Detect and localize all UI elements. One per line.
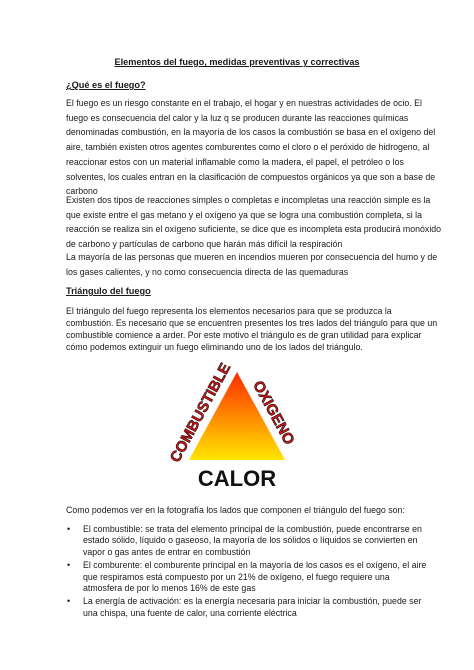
triangle-label-combustible: COMBUSTIBLE xyxy=(167,360,235,466)
paragraph-line: denominadas combustión, en la mayoría de los casos la combustión se basa en el oxígeno del xyxy=(66,127,436,138)
paragraph-line: reaccionar estos con un material inflamable como la madera, el papel, el petróleo o los xyxy=(66,156,404,167)
list-item-line: estado sólido, líquido o gaseoso, la mayoría de los sólidos o líquidos se convierten en xyxy=(83,535,418,546)
paragraph-humo xyxy=(66,250,438,279)
list-item-line: vapor o gas antes de entrar en combustión xyxy=(83,546,251,557)
paragraph-line: Existen dos tipos de reacciones simples o completas e incompletas una reacción simple es la xyxy=(66,195,431,205)
document-title: Elementos del fuego, medidas preventivas y correctivas xyxy=(114,57,360,67)
paragraph-line: fuego es consecuencia del calor y la luz q se producen durante las reacciones químicas xyxy=(66,112,409,123)
list-item xyxy=(66,524,422,558)
paragraph-lados: Como podemos ver en la fotografía los lados que componen el triángulo del fuego son: xyxy=(66,505,405,515)
paragraph-line: combustión. Es necesario que se encuentren presentes los tres lados del triángulo para que un xyxy=(66,318,438,328)
paragraph-line: reacción se realiza sin el oxígeno suficiente, se dice que es incompleta esta producirá monóxido xyxy=(66,224,442,235)
paragraph-line: El triángulo del fuego representa los elementos necesarios para que se produzca la xyxy=(66,306,392,316)
bullet-marker: • xyxy=(67,596,71,607)
fire-triangle-figure xyxy=(167,358,307,496)
section-heading-triangulo: Triángulo del fuego xyxy=(66,286,151,296)
bullet-marker: • xyxy=(67,524,71,534)
list-item-line: una chispa, una fuente de calor, una corriente eléctrica xyxy=(83,607,297,618)
paragraph-line: los gases calientes, y no como consecuencia directa de las quemaduras xyxy=(66,266,349,277)
list-item-line: El comburente: el comburente principal en la mayoría de los casos es el oxígeno, el aire xyxy=(83,560,427,571)
list-item xyxy=(66,596,422,619)
bullet-list xyxy=(66,524,427,621)
bullet-marker: • xyxy=(67,560,71,571)
paragraph-line: carbono xyxy=(66,186,98,197)
paragraph-line: La mayoría de las personas que mueren en incendios mueren por consecuencia del humo y de xyxy=(66,252,438,262)
paragraph-reacciones xyxy=(66,193,442,252)
list-item-line: La energía de activación: es la energía necesaria para iniciar la combustión, puede ser xyxy=(83,596,422,607)
section-heading-que-es-el-fuego: ¿Qué es el fuego? xyxy=(66,80,146,90)
list-item xyxy=(66,560,427,594)
triangle-label-oxigeno: OXIGENO xyxy=(249,378,298,448)
list-item-line: que respiramos está compuesto por un 21% de oxígeno, el fuego requiere una xyxy=(83,571,390,582)
paragraph-line: que existe entre el gas metano y el oxígeno ya que se logra una combustión completa, si la xyxy=(66,209,422,220)
paragraph-line: solventes, los cuales entran en la clasificación de compuestos orgánicos ya que son a base de xyxy=(66,171,436,182)
paragraph-line: aire, también existen otros agentes comburentes como el cloro o el peróxido de hidrogeno, al xyxy=(66,142,430,153)
paragraph-line: cómo podemos extinguir un fuego eliminando uno de los lados del triángulo. xyxy=(66,342,363,352)
list-item-line: atmosfera de por lo menos 16% de este gas xyxy=(83,583,256,594)
paragraph-intro xyxy=(66,96,436,199)
paragraph-line: El fuego es un riesgo constante en el trabajo, el hogar y en nuestras actividades de ocio. El xyxy=(66,98,423,108)
paragraph-line: de carbono y partículas de carbono que harán más difícil la respiración xyxy=(66,239,343,250)
list-item-line: El combustible: se trata del elemento principal de la combustión, puede encontrarse en xyxy=(83,524,422,534)
triangle-label-calor: CALOR xyxy=(197,466,277,491)
paragraph-triangulo xyxy=(66,305,438,353)
paragraph-line: combustible comience a arder. Por este motivo el triángulo es de gran utilidad para explicar xyxy=(66,330,422,340)
